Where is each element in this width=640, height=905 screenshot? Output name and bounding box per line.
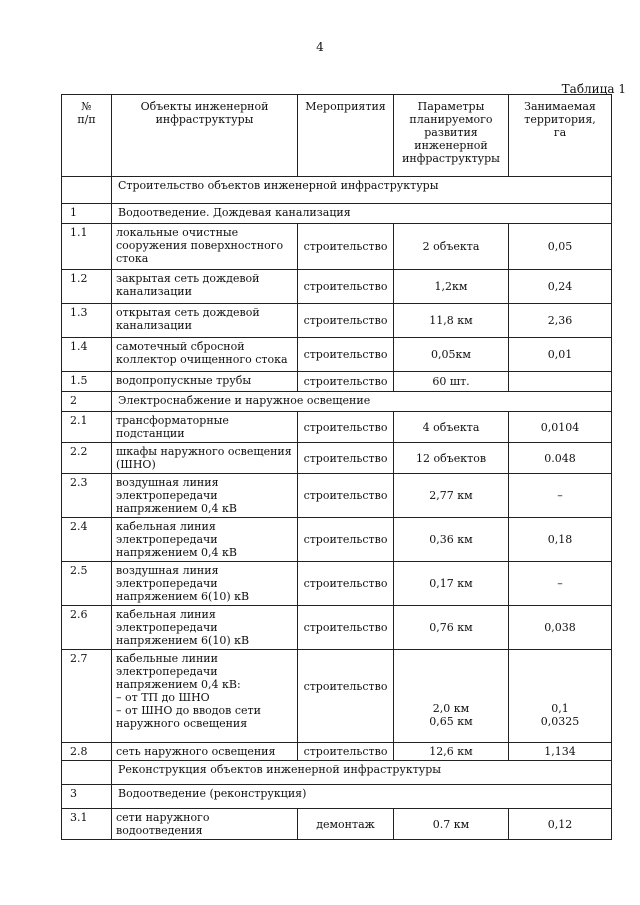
object-name: закрытая сеть дождевой канализации [112,270,298,304]
action-cell: строительство [298,518,394,562]
params-cell: 1,2км [394,270,509,304]
table-row [62,743,612,761]
row-number: 1.1 [62,224,112,270]
table-row [62,809,612,840]
row-number: 1.5 [62,372,112,392]
object-name: кабельная линия электропередачи напряжением 6(10) кВ [112,606,298,650]
table-row [62,518,612,562]
params-cell: 0,17 км [394,562,509,606]
row-number: 1.3 [62,304,112,338]
params-cell: 0.7 км [394,809,509,840]
table-row [62,412,612,443]
params-cell: 2,77 км [394,474,509,518]
area-cell [509,372,612,392]
section-row [62,177,612,204]
table-row [62,224,612,270]
action-cell: строительство [298,270,394,304]
infrastructure-table [61,94,612,840]
area-cell: 2,36 [509,304,612,338]
params-cell: 0,36 км [394,518,509,562]
row-number: 2.3 [62,474,112,518]
object-name: самотечный сбросной коллектор очищенного стока [112,338,298,372]
row-number: 2 [62,392,112,412]
object-name: шкафы наружного освещения (ШНО) [112,443,298,474]
params-cell: 11,8 км [394,304,509,338]
area-cell: 0,24 [509,270,612,304]
area-cell: 0.048 [509,443,612,474]
section-title: Строительство объектов инженерной инфраструктуры [112,177,612,204]
row-number [62,761,112,785]
row-number: 2.4 [62,518,112,562]
table-header-row [62,95,612,177]
row-number: 2.8 [62,743,112,761]
table-row [62,606,612,650]
section-title: Водоотведение (реконструкция) [112,785,612,809]
action-cell: строительство [298,743,394,761]
action-cell: строительство [298,606,394,650]
table-row [62,372,612,392]
area-cell: – [509,562,612,606]
table-row [62,562,612,606]
header-params: Параметры планируемого развития инженерной инфраструктуры [394,95,509,177]
area-cell: 1,134 [509,743,612,761]
params-cell: 12,6 км [394,743,509,761]
params-cell: 2 объекта [394,224,509,270]
row-number: 2.2 [62,443,112,474]
object-name: водопропускные трубы [112,372,298,392]
row-number: 2.7 [62,650,112,743]
section-row [62,204,612,224]
object-name: локальные очистные сооружения поверхностного стока [112,224,298,270]
action-cell: строительство [298,650,394,743]
row-number: 1.4 [62,338,112,372]
object-name: воздушная линия электропередачи напряжением 0,4 кВ [112,474,298,518]
object-name: кабельные линии электропередачи напряжением 0,4 кВ: – от ТП до ШНО – от ШНО до вводов сети наружного освещения [112,650,298,743]
object-name: сети наружного водоотведения [112,809,298,840]
header-action: Мероприятия [298,95,394,177]
table-row [62,270,612,304]
action-cell: строительство [298,443,394,474]
action-cell: демонтаж [298,809,394,840]
object-name: трансформаторные подстанции [112,412,298,443]
section-title: Электроснабжение и наружное освещение [112,392,612,412]
header-area: Занимаемая территория, га [509,95,612,177]
row-number: 3 [62,785,112,809]
action-cell: строительство [298,562,394,606]
table-row [62,338,612,372]
table-row [62,650,612,743]
area-cell: – [509,474,612,518]
row-number: 2.1 [62,412,112,443]
row-number [62,177,112,204]
section-row [62,392,612,412]
area-cell: 0,01 [509,338,612,372]
row-number: 1 [62,204,112,224]
section-row [62,761,612,785]
object-name: кабельная линия электропередачи напряжением 0,4 кВ [112,518,298,562]
params-cell: 2,0 км 0,65 км [394,650,509,743]
area-cell: 0,038 [509,606,612,650]
action-cell: строительство [298,474,394,518]
section-title: Реконструкция объектов инженерной инфраструктуры [112,761,612,785]
area-cell: 0,18 [509,518,612,562]
header-object: Объекты инженерной инфраструктуры [112,95,298,177]
page-number: 4 [316,40,324,54]
table-caption: Таблица 1 [561,82,626,96]
params-cell: 4 объекта [394,412,509,443]
section-title: Водоотведение. Дождевая канализация [112,204,612,224]
area-cell: 0,05 [509,224,612,270]
row-number: 1.2 [62,270,112,304]
table-row [62,304,612,338]
params-cell: 0,76 км [394,606,509,650]
area-cell: 0,1 0,0325 [509,650,612,743]
action-cell: строительство [298,412,394,443]
table-row [62,474,612,518]
row-number: 2.5 [62,562,112,606]
action-cell: строительство [298,224,394,270]
object-name: воздушная линия электропередачи напряжением 6(10) кВ [112,562,298,606]
object-name: открытая сеть дождевой канализации [112,304,298,338]
row-number: 3.1 [62,809,112,840]
header-num: № п/п [62,95,112,177]
area-cell: 0,12 [509,809,612,840]
action-cell: строительство [298,338,394,372]
params-cell: 60 шт. [394,372,509,392]
area-cell: 0,0104 [509,412,612,443]
section-row [62,785,612,809]
params-cell: 0,05км [394,338,509,372]
action-cell: строительство [298,372,394,392]
action-cell: строительство [298,304,394,338]
row-number: 2.6 [62,606,112,650]
table-row [62,443,612,474]
object-name: сеть наружного освещения [112,743,298,761]
params-cell: 12 объектов [394,443,509,474]
